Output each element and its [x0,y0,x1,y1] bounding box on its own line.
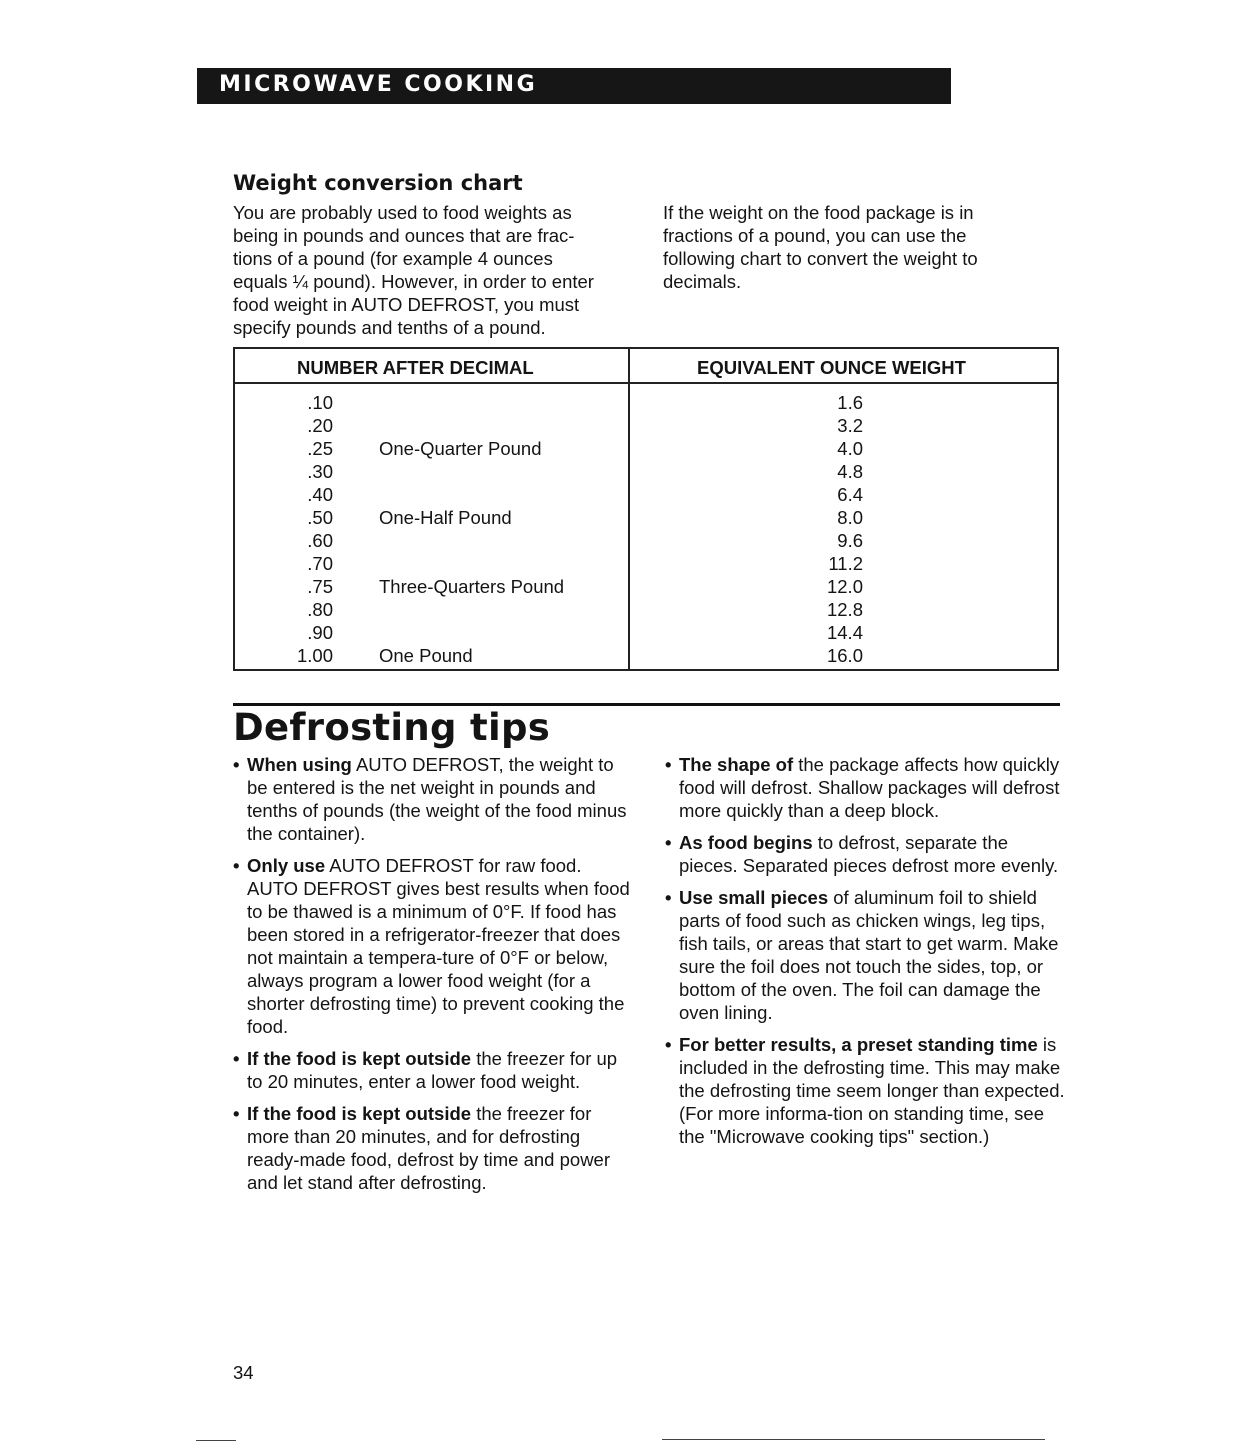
weight-chart-intro-left [233,201,633,339]
ounces-cell: 12.8 [826,599,863,620]
tip-item [665,886,1065,1024]
bullet-icon: • [665,1034,672,1055]
ounces-cell: 8.0 [837,507,863,528]
ounces-cell: 1.6 [837,392,863,413]
decimal-cell: .60 [307,530,333,551]
decimal-cell: .50 [307,507,333,528]
tip-lead: Use small pieces [679,887,829,908]
ounces-cell: 4.0 [837,438,863,459]
table-row [235,506,1057,529]
bullet-icon: • [233,754,240,775]
bullet-icon: • [665,832,672,853]
tip-item [665,831,1065,877]
intro-left-line: food weight in AUTO DEFROST, you must [233,294,580,315]
ounces-cell: 9.6 [837,530,863,551]
decimal-cell: .20 [307,415,333,436]
tip-item [665,753,1065,822]
tip-item [233,854,633,1038]
tip-text: AUTO DEFROST, the weight to be entered is the net weight in pounds and tenths of pounds (the weight of the food minus the container). [247,754,627,844]
tip-item [665,1033,1065,1148]
intro-left-line: You are probably used to food weights as [233,202,572,223]
header-divider [235,382,1057,384]
tip-text: the freezer for up to 20 minutes, enter a lower food weight. [247,1048,618,1092]
ounces-cell: 12.0 [826,576,863,597]
tip-item [233,753,633,845]
table-row [235,552,1057,575]
intro-right-line: decimals. [663,271,742,292]
tips-list-left [233,753,633,1203]
tip-lead: As food begins [679,832,813,853]
intro-right-line: fractions of a pound, you can use the [663,225,967,246]
decimal-cell: .90 [307,622,333,643]
tip-text: AUTO DEFROST for raw food. AUTO DEFROST gives best results when food to be thawed is a minimum of 0°F. If food has been stored in a refrigerator-freezer that does not maintain a tempera-ture of 0°F or below, always program a lower food weight (for a shorter defrosting time) to prevent cooking the food. [247,855,630,1037]
decimal-cell: .70 [307,553,333,574]
table-row [235,414,1057,437]
bullet-icon: • [233,855,240,876]
weight-chart-intro-right [663,201,1043,293]
bullet-icon: • [665,887,672,908]
tip-lead: When using [247,754,352,775]
decimal-cell: .10 [307,392,333,413]
table-row [235,644,1057,667]
tip-lead: Only use [247,855,326,876]
weight-chart-heading: Weight conversion chart [233,171,523,195]
ounces-cell: 16.0 [826,645,863,666]
weight-conversion-table [233,347,1059,671]
tip-text: of aluminum foil to shield parts of food such as chicken wings, leg tips, fish tails, or areas that start to get warm. Make sure the foil does not touch the sides, top, or bottom of the oven. The foil can damage the oven lining. [679,887,1059,1023]
table-row [235,529,1057,552]
table-row [235,460,1057,483]
ounces-cell: 11.2 [828,553,863,574]
tip-item [233,1102,633,1194]
decimal-cell: 1.00 [296,645,333,666]
description-cell: One Pound [379,645,473,666]
table-row [235,598,1057,621]
banner-title: MICROWAVE COOKING [219,72,538,97]
ounces-cell: 6.4 [837,484,863,505]
decimal-cell: .25 [307,438,333,459]
decimal-cell: .30 [307,461,333,482]
ounces-cell: 3.2 [837,415,863,436]
bullet-icon: • [233,1103,240,1124]
column-header-ounces: EQUIVALENT OUNCE WEIGHT [697,357,966,378]
tip-lead: If the food is kept outside [247,1048,472,1069]
tip-lead: The shape of [679,754,794,775]
tips-list-right [665,753,1065,1157]
table-row [235,575,1057,598]
section-banner [197,68,951,104]
intro-left-line: being in pounds and ounces that are frac- [233,225,575,246]
intro-right-line: If the weight on the food package is in [663,202,974,223]
ounces-cell: 4.8 [837,461,863,482]
decimal-cell: .80 [307,599,333,620]
tip-item [233,1047,633,1093]
decimal-cell: .40 [307,484,333,505]
description-cell: One-Quarter Pound [379,438,542,459]
defrosting-tips-title: Defrosting tips [233,706,551,749]
bullet-icon: • [665,754,672,775]
bullet-icon: • [233,1048,240,1069]
table-body [235,391,1057,667]
tip-text: the package affects how quickly food will defrost. Shallow packages will defrost more quickly than a deep block. [679,754,1060,821]
column-header-decimal: NUMBER AFTER DECIMAL [297,357,534,378]
intro-left-line: specify pounds and tenths of a pound. [233,317,546,338]
tip-text: to defrost, separate the pieces. Separated pieces defrost more evenly. [679,832,1059,876]
page-number: 34 [233,1362,254,1383]
table-row [235,391,1057,414]
intro-left-line: tions of a pound (for example 4 ounces [233,248,553,269]
footer-rule-left [196,1440,236,1441]
intro-left-line: equals ¼ pound). However, in order to enter [233,271,594,292]
intro-right-line: following chart to convert the weight to [663,248,978,269]
tip-lead: For better results, a preset standing time [679,1034,1038,1055]
tip-text: is included in the defrosting time. This may make the defrosting time seem longer than expected. (For more informa-tion on standing time, see the "Microwave cooking tips" section.) [679,1034,1065,1147]
description-cell: Three-Quarters Pound [379,576,565,597]
tip-lead: If the food is kept outside [247,1103,472,1124]
table-row [235,437,1057,460]
tip-text: the freezer for more than 20 minutes, and for defrosting ready-made food, defrost by time and power and let stand after defrosting. [247,1103,610,1193]
ounces-cell: 14.4 [826,622,863,643]
decimal-cell: .75 [307,576,333,597]
table-row [235,621,1057,644]
table-row [235,483,1057,506]
footer-rule-right [662,1439,1045,1440]
description-cell: One-Half Pound [379,507,512,528]
